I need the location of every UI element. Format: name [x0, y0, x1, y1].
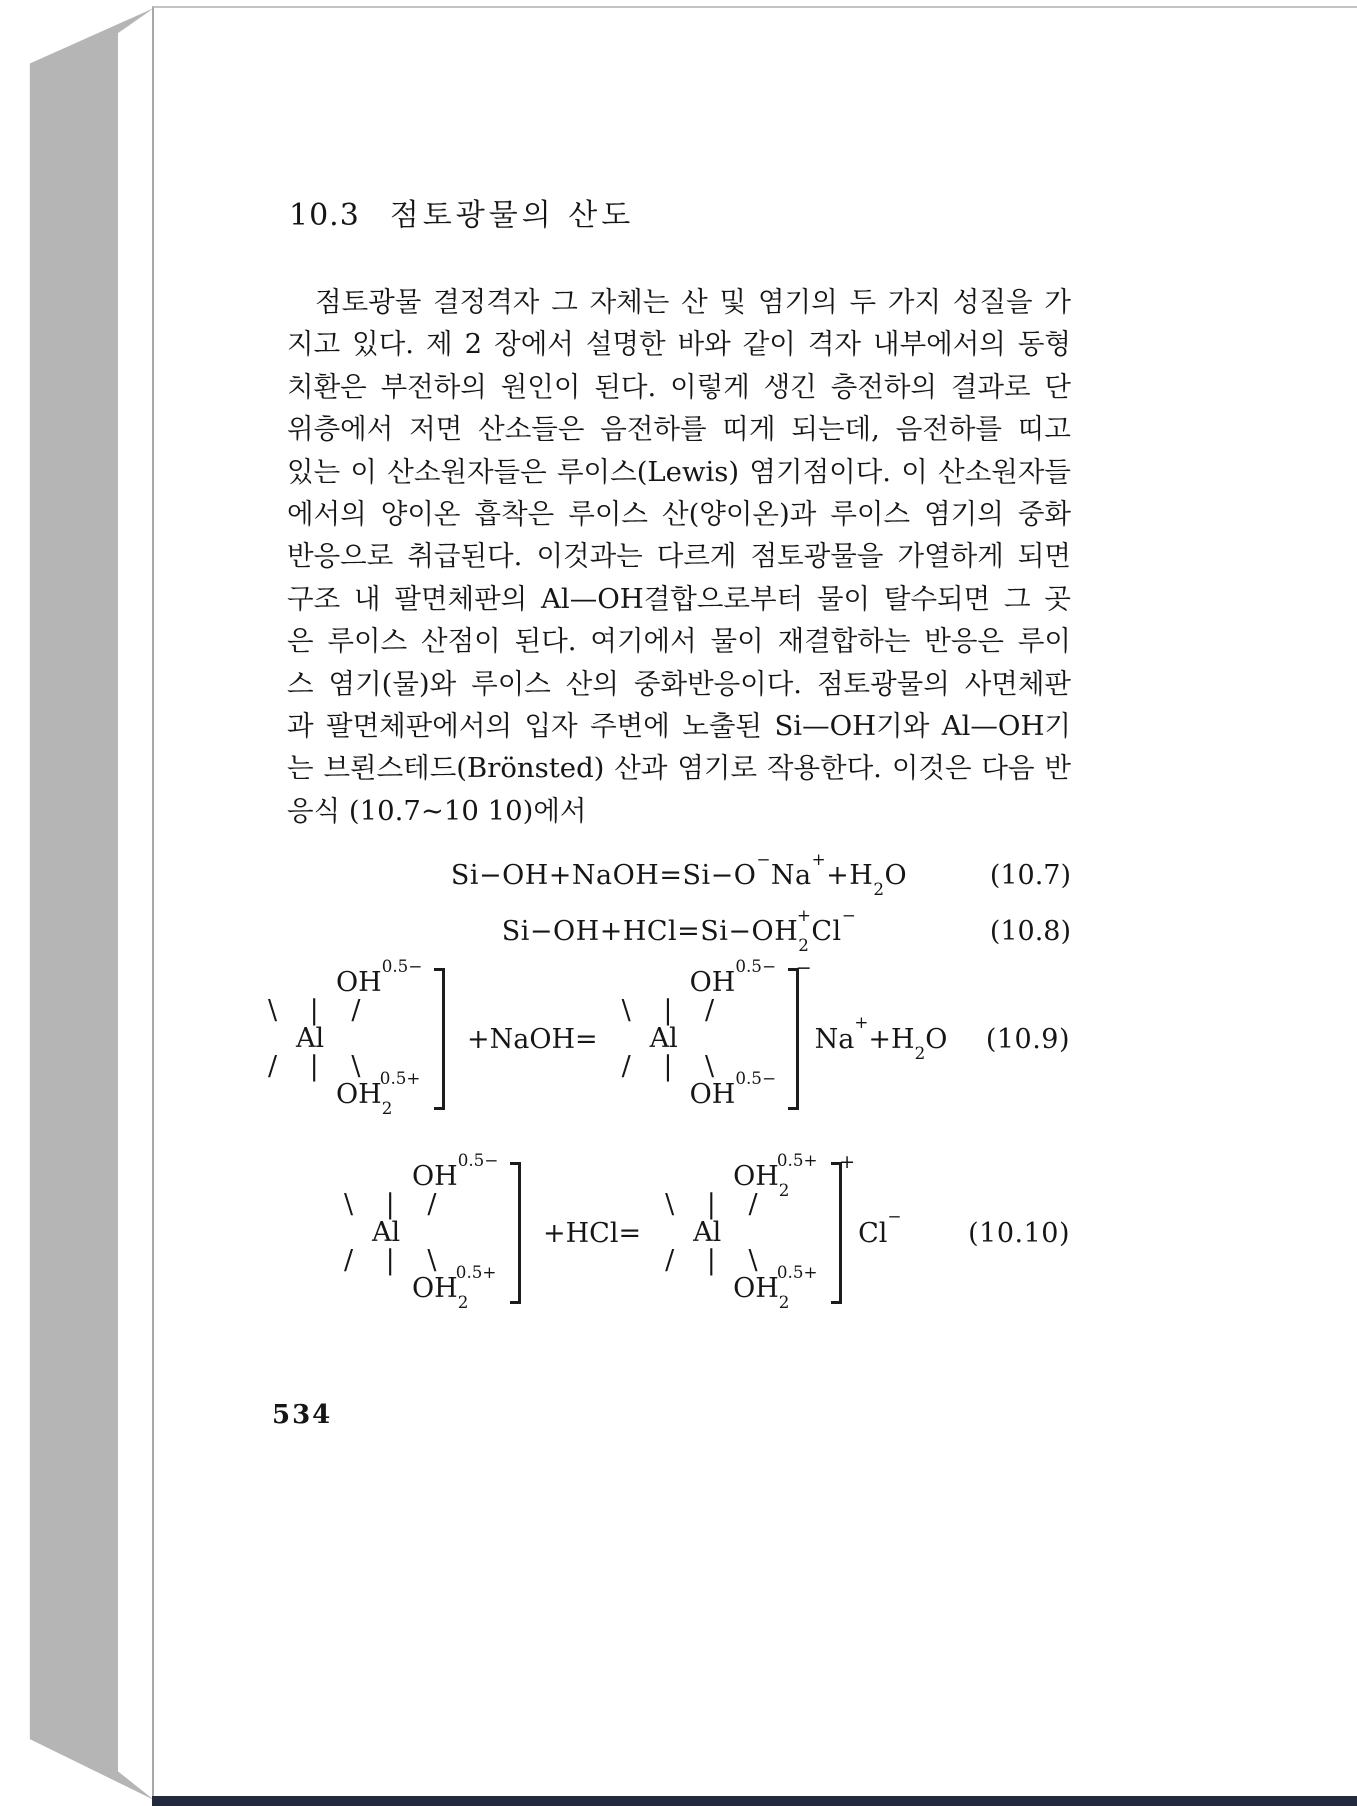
- equation-formula: $Si-OH+NaOH=Si-O^-Na^++H_2O$: [450, 848, 908, 900]
- oh-label-bottom: $OH^{0.5-}$: [689, 1067, 776, 1110]
- al-structure-left: [262, 955, 430, 1119]
- oh-label-bottom: $OH_2^{0.5+}$: [336, 1067, 421, 1119]
- oh-label-top: $OH^{0.5-}$: [412, 1149, 499, 1192]
- equation-10-9: [262, 955, 1070, 1119]
- al-atom: Al: [693, 1217, 722, 1248]
- al-atom: Al: [649, 1023, 678, 1054]
- book-page-edge-gap: [118, 8, 154, 1800]
- bond-lines-bottom: / | \: [665, 1245, 770, 1276]
- paragraph-line: 치환은 부전하의 원인이 된다. 이렇게 생긴 층전하의 결과로 단: [287, 370, 1071, 403]
- paragraph-line: 점토광물 결정격자 그 자체는 산 및 염기의 두 가지 성질을 가: [315, 286, 1071, 318]
- bond-lines-top: \ | /: [344, 1189, 449, 1220]
- oh-label-bottom: $OH_2^{0.5+}$: [412, 1261, 497, 1313]
- paragraph-line: 스 염기(물)와 루이스 산의 중화반응이다. 점토광물의 사면체판: [287, 667, 1071, 700]
- bond-lines-top: \ | /: [268, 995, 373, 1026]
- bracket-charge: −: [795, 957, 812, 979]
- paragraph-line: 반응으로 취급된다. 이것과는 다르게 점토광물을 가열하게 되면: [287, 540, 1071, 573]
- paragraph-line: 에서의 양이온 흡착은 루이스 산(양이온)과 루이스 염기의 중화: [287, 498, 1071, 531]
- book-cover-edge: [152, 1796, 1357, 1806]
- paragraph-line: 응식 (10.7~10 10)에서: [287, 794, 587, 827]
- right-bracket: [831, 1151, 856, 1304]
- right-bracket: [788, 957, 812, 1110]
- equation-number: (10.9): [985, 1023, 1070, 1055]
- paragraph-line: 위층에서 저면 산소들은 음전하를 띠게 되는데, 음전하를 띠고: [287, 413, 1071, 446]
- equation-10-8: [287, 904, 1071, 956]
- paragraph-line: 구조 내 팔면체판의 Al—OH결합으로부터 물이 탈수되면 그 곳: [287, 582, 1071, 615]
- reaction-operator: +NaOH=: [467, 1023, 598, 1055]
- section-title: 점토광물의 산도: [389, 198, 635, 233]
- reaction-operator: +HCl=: [543, 1217, 642, 1249]
- paragraph-line: 은 루이스 산점이 된다. 여기에서 물이 재결합하는 반응은 루이: [287, 625, 1071, 658]
- reaction-product: Cl−: [858, 1206, 902, 1249]
- oh-label-bottom: $OH_2^{0.5+}$: [733, 1261, 818, 1313]
- al-atom: Al: [372, 1217, 401, 1248]
- bond-lines-bottom: / | \: [344, 1245, 449, 1276]
- bond-lines-top: \ | /: [665, 1189, 770, 1220]
- bond-lines-bottom: / | \: [268, 1051, 373, 1082]
- oh-label-top: $OH^{0.5-}$: [689, 955, 776, 998]
- paragraph-line: 지고 있다. 제 2 장에서 설명한 바와 같이 격자 내부에서의 동형: [287, 328, 1071, 361]
- equation-number: (10.10): [968, 1217, 1070, 1249]
- paragraph-line: 과 팔면체판에서의 입자 주변에 노출된 Si—OH기와 Al—OH기: [287, 710, 1071, 743]
- bond-lines-bottom: / | \: [621, 1051, 727, 1082]
- equation-number: (10.8): [989, 916, 1071, 947]
- al-structure-right: [659, 1149, 827, 1313]
- paragraph-line: 는 브뢴스테드(Brönsted) 산과 염기로 작용한다. 이것은 다음 반: [287, 752, 1071, 785]
- reaction-product: $Na^++H_2O$: [814, 1012, 948, 1063]
- oh-label-top: $OH^{0.5-}$: [336, 955, 423, 998]
- right-bracket: [510, 1162, 521, 1304]
- book-page: [152, 6, 1357, 1806]
- page-number: 534: [272, 1400, 333, 1430]
- bond-lines-top: \ | /: [621, 995, 727, 1026]
- oh-label-top: $OH_2^{0.5+}$: [733, 1149, 818, 1201]
- al-structure-right: [616, 955, 784, 1110]
- bracket-charge: +: [839, 1151, 856, 1173]
- al-atom: Al: [296, 1023, 325, 1054]
- equation-formula: $Si-OH+HCl=Si-OH_2^+Cl^-$: [501, 904, 857, 956]
- al-structure-left: [338, 1149, 506, 1313]
- equation-10-7: [287, 848, 1071, 900]
- section-heading: [289, 190, 634, 234]
- paragraph-line: 있는 이 산소원자들은 루이스(Lewis) 염기점이다. 이 산소원자들: [287, 455, 1071, 488]
- equation-10-10: [338, 1149, 1070, 1313]
- section-number: 10.3: [289, 198, 360, 233]
- body-paragraph: [287, 281, 1071, 832]
- equation-number: (10.7): [989, 860, 1071, 891]
- right-bracket: [434, 968, 445, 1110]
